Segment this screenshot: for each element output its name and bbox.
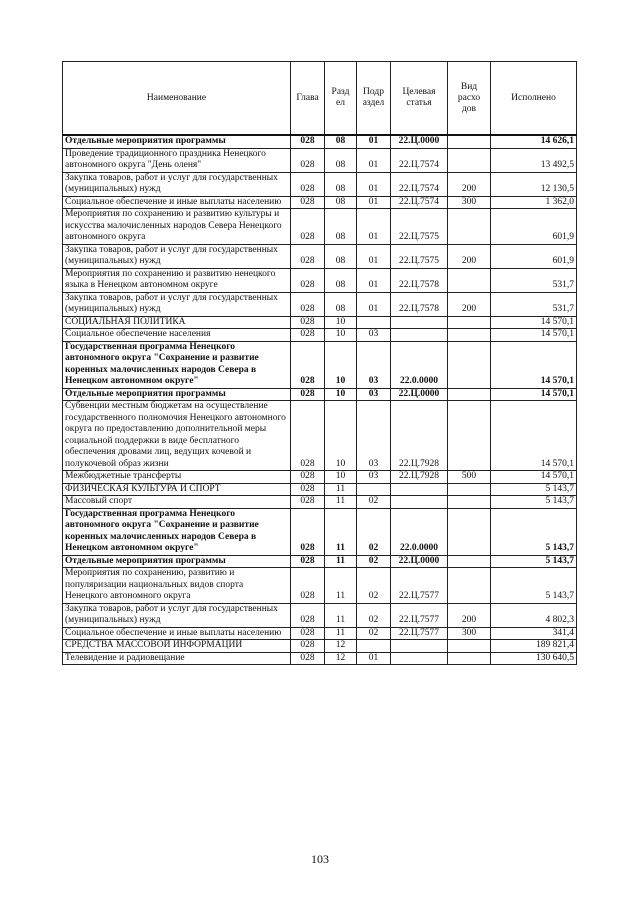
cell-name: Мероприятия по сохранению, развитию и популяризации национальных видов спорта Ненецкого автономного округа — [63, 568, 291, 604]
table-header-row — [63, 62, 577, 136]
cell-chapter: 028 — [291, 341, 325, 388]
cell-name: Закупка товаров, работ и услуг для государственных (муниципальных) нужд — [63, 244, 291, 268]
cell-chapter: 028 — [291, 268, 325, 292]
cell-executed: 13 492,5 — [491, 148, 577, 172]
cell-chapter: 028 — [291, 652, 325, 665]
cell-executed: 531,7 — [491, 292, 577, 316]
cell-expense-type: 300 — [448, 196, 491, 209]
cell-executed: 5 143,7 — [491, 483, 577, 496]
cell-subsection: 01 — [357, 209, 391, 245]
table-body — [63, 135, 577, 665]
page-number: 103 — [311, 852, 329, 866]
cell-subsection: 02 — [357, 627, 391, 640]
cell-subsection: 01 — [357, 244, 391, 268]
cell-subsection: 01 — [357, 292, 391, 316]
table-row — [63, 388, 577, 401]
cell-chapter: 028 — [291, 568, 325, 604]
cell-name: Закупка товаров, работ и услуг для государственных (муниципальных) нужд — [63, 292, 291, 316]
cell-expense-type — [448, 268, 491, 292]
cell-subsection: 01 — [357, 652, 391, 665]
cell-subsection — [357, 483, 391, 496]
cell-target — [391, 640, 448, 653]
cell-executed: 14 570,1 — [491, 471, 577, 484]
cell-section: 11 — [325, 555, 357, 568]
table-row — [63, 196, 577, 209]
cell-subsection: 02 — [357, 568, 391, 604]
cell-subsection: 01 — [357, 172, 391, 196]
cell-expense-type — [448, 148, 491, 172]
cell-name: Телевидение и радиовещание — [63, 652, 291, 665]
table-row — [63, 268, 577, 292]
cell-name: СРЕДСТВА МАССОВОЙ ИНФОРМАЦИИ — [63, 640, 291, 653]
cell-subsection: 03 — [357, 329, 391, 342]
cell-section: 11 — [325, 496, 357, 509]
cell-target: 22.0.0000 — [391, 508, 448, 555]
cell-section: 12 — [325, 652, 357, 665]
cell-subsection: 01 — [357, 196, 391, 209]
table-row — [63, 627, 577, 640]
cell-subsection: 03 — [357, 388, 391, 401]
cell-executed: 341,4 — [491, 627, 577, 640]
cell-name: Социальное обеспечение и иные выплаты населению — [63, 196, 291, 209]
cell-target: 22.Ц.7575 — [391, 209, 448, 245]
cell-executed: 1 362,0 — [491, 196, 577, 209]
header-expense-type: Вид расхо дов — [448, 62, 491, 136]
cell-expense-type: 200 — [448, 244, 491, 268]
cell-chapter: 028 — [291, 627, 325, 640]
cell-executed: 14 570,1 — [491, 316, 577, 329]
cell-expense-type — [448, 329, 491, 342]
cell-subsection: 01 — [357, 268, 391, 292]
cell-name: Мероприятия по сохранению и развитию культуры и искусства малочисленных народов Севера Ненецкого автономного округа — [63, 209, 291, 245]
cell-chapter: 028 — [291, 471, 325, 484]
cell-chapter: 028 — [291, 603, 325, 627]
table-row — [63, 652, 577, 665]
cell-subsection: 03 — [357, 471, 391, 484]
cell-target — [391, 496, 448, 509]
cell-expense-type — [448, 555, 491, 568]
cell-target — [391, 329, 448, 342]
cell-chapter: 028 — [291, 148, 325, 172]
table-row — [63, 135, 577, 148]
table-row — [63, 508, 577, 555]
cell-section: 08 — [325, 135, 357, 148]
cell-chapter: 028 — [291, 508, 325, 555]
cell-subsection: 02 — [357, 555, 391, 568]
cell-section: 11 — [325, 508, 357, 555]
cell-chapter: 028 — [291, 329, 325, 342]
cell-executed: 5 143,7 — [491, 568, 577, 604]
cell-section: 11 — [325, 483, 357, 496]
cell-name: Социальное обеспечение и иные выплаты населению — [63, 627, 291, 640]
cell-chapter: 028 — [291, 401, 325, 471]
cell-executed: 189 821,4 — [491, 640, 577, 653]
cell-chapter: 028 — [291, 640, 325, 653]
cell-subsection: 01 — [357, 148, 391, 172]
cell-section: 10 — [325, 316, 357, 329]
cell-chapter: 028 — [291, 172, 325, 196]
cell-executed: 5 143,7 — [491, 508, 577, 555]
table-row — [63, 316, 577, 329]
cell-target — [391, 316, 448, 329]
cell-target: 22.Ц.7574 — [391, 196, 448, 209]
cell-name: Межбюджетные трансферты — [63, 471, 291, 484]
cell-chapter: 028 — [291, 496, 325, 509]
cell-executed: 14 626,1 — [491, 135, 577, 148]
table-row — [63, 471, 577, 484]
cell-section: 08 — [325, 148, 357, 172]
cell-expense-type — [448, 640, 491, 653]
cell-target: 22.0.0000 — [391, 341, 448, 388]
cell-target — [391, 652, 448, 665]
cell-expense-type — [448, 508, 491, 555]
cell-expense-type — [448, 496, 491, 509]
cell-name: Мероприятия по сохранению и развитию ненецкого языка в Ненецком автономном округе — [63, 268, 291, 292]
cell-target: 22.Ц.7577 — [391, 603, 448, 627]
cell-executed: 130 640,5 — [491, 652, 577, 665]
cell-expense-type — [448, 341, 491, 388]
cell-section: 08 — [325, 244, 357, 268]
cell-executed: 5 143,7 — [491, 496, 577, 509]
cell-section: 10 — [325, 401, 357, 471]
cell-subsection: 03 — [357, 401, 391, 471]
table-row — [63, 603, 577, 627]
table-row — [63, 209, 577, 245]
cell-target: 22.Ц.7574 — [391, 148, 448, 172]
cell-target: 22.Ц.7928 — [391, 401, 448, 471]
cell-expense-type — [448, 135, 491, 148]
cell-name: Проведение традиционного праздника Ненецкого автономного округа "День оленя" — [63, 148, 291, 172]
cell-section: 08 — [325, 209, 357, 245]
cell-expense-type: 300 — [448, 627, 491, 640]
header-executed: Исполнено — [491, 62, 577, 136]
budget-execution-table — [62, 61, 577, 665]
cell-executed: 12 130,5 — [491, 172, 577, 196]
cell-target: 22.Ц.0000 — [391, 135, 448, 148]
cell-expense-type: 500 — [448, 471, 491, 484]
cell-section: 08 — [325, 172, 357, 196]
cell-name: Отдельные мероприятия программы — [63, 135, 291, 148]
cell-target — [391, 483, 448, 496]
table-row — [63, 401, 577, 471]
cell-target: 22.Ц.0000 — [391, 388, 448, 401]
cell-section: 10 — [325, 471, 357, 484]
cell-name: Государственная программа Ненецкого автономного округа "Сохранение и развитие коренных малочисленных народов Севера в Ненецком автономном округе" — [63, 508, 291, 555]
cell-name: Закупка товаров, работ и услуг для государственных (муниципальных) нужд — [63, 172, 291, 196]
table-row — [63, 172, 577, 196]
cell-chapter: 028 — [291, 209, 325, 245]
cell-name: Массовый спорт — [63, 496, 291, 509]
cell-executed: 14 570,1 — [491, 401, 577, 471]
table-row — [63, 341, 577, 388]
table-row — [63, 148, 577, 172]
header-chapter: Глава — [291, 62, 325, 136]
cell-name: СОЦИАЛЬНАЯ ПОЛИТИКА — [63, 316, 291, 329]
table-row — [63, 244, 577, 268]
cell-executed: 5 143,7 — [491, 555, 577, 568]
cell-executed: 601,9 — [491, 244, 577, 268]
cell-subsection: 02 — [357, 603, 391, 627]
header-name: Наименование — [63, 62, 291, 136]
cell-chapter: 028 — [291, 316, 325, 329]
cell-target: 22.Ц.7577 — [391, 568, 448, 604]
cell-name: Социальное обеспечение населения — [63, 329, 291, 342]
cell-section: 11 — [325, 627, 357, 640]
cell-section: 11 — [325, 568, 357, 604]
header-target: Целевая статья — [391, 62, 448, 136]
cell-expense-type: 200 — [448, 603, 491, 627]
cell-executed: 14 570,1 — [491, 341, 577, 388]
cell-subsection: 01 — [357, 135, 391, 148]
cell-section: 10 — [325, 341, 357, 388]
cell-name: Отдельные мероприятия программы — [63, 388, 291, 401]
cell-name: ФИЗИЧЕСКАЯ КУЛЬТУРА И СПОРТ — [63, 483, 291, 496]
table-row — [63, 329, 577, 342]
cell-subsection: 03 — [357, 341, 391, 388]
cell-target: 22.Ц.7578 — [391, 268, 448, 292]
cell-section: 10 — [325, 388, 357, 401]
cell-expense-type — [448, 388, 491, 401]
cell-subsection: 02 — [357, 496, 391, 509]
cell-executed: 4 802,3 — [491, 603, 577, 627]
cell-expense-type: 200 — [448, 172, 491, 196]
cell-executed: 601,9 — [491, 209, 577, 245]
table-row — [63, 292, 577, 316]
cell-expense-type — [448, 316, 491, 329]
cell-chapter: 028 — [291, 196, 325, 209]
cell-expense-type — [448, 652, 491, 665]
cell-chapter: 028 — [291, 388, 325, 401]
cell-subsection: 02 — [357, 508, 391, 555]
cell-section: 08 — [325, 196, 357, 209]
cell-target: 22.Ц.7575 — [391, 244, 448, 268]
table-row — [63, 640, 577, 653]
header-section: Разд ел — [325, 62, 357, 136]
cell-name: Государственная программа Ненецкого автономного округа "Сохранение и развитие коренных малочисленных народов Севера в Ненецком автономном округе" — [63, 341, 291, 388]
cell-chapter: 028 — [291, 244, 325, 268]
cell-expense-type: 200 — [448, 292, 491, 316]
cell-name: Закупка товаров, работ и услуг для государственных (муниципальных) нужд — [63, 603, 291, 627]
cell-subsection — [357, 316, 391, 329]
cell-name: Отдельные мероприятия программы — [63, 555, 291, 568]
table-row — [63, 483, 577, 496]
table-row — [63, 496, 577, 509]
cell-subsection — [357, 640, 391, 653]
cell-target: 22.Ц.0000 — [391, 555, 448, 568]
cell-executed: 14 570,1 — [491, 388, 577, 401]
cell-target: 22.Ц.7928 — [391, 471, 448, 484]
cell-expense-type — [448, 568, 491, 604]
cell-target: 22.Ц.7577 — [391, 627, 448, 640]
cell-section: 08 — [325, 292, 357, 316]
cell-chapter: 028 — [291, 555, 325, 568]
cell-section: 10 — [325, 329, 357, 342]
table-row — [63, 568, 577, 604]
header-subsection: Подр аздел — [357, 62, 391, 136]
cell-target: 22.Ц.7574 — [391, 172, 448, 196]
cell-expense-type — [448, 401, 491, 471]
cell-name: Субвенции местным бюджетам на осуществление государственного полномочия Ненецкого автономного округа по предоставлению дополнительной меры социальной поддержки в виде бесплатного обеспечения дровами лиц, ведущих кочевой и полукочевой образ жизни — [63, 401, 291, 471]
cell-target: 22.Ц.7578 — [391, 292, 448, 316]
table-row — [63, 555, 577, 568]
cell-section: 12 — [325, 640, 357, 653]
cell-section: 11 — [325, 603, 357, 627]
cell-executed: 531,7 — [491, 268, 577, 292]
cell-expense-type — [448, 483, 491, 496]
cell-chapter: 028 — [291, 135, 325, 148]
cell-expense-type — [448, 209, 491, 245]
cell-executed: 14 570,1 — [491, 329, 577, 342]
cell-chapter: 028 — [291, 292, 325, 316]
cell-chapter: 028 — [291, 483, 325, 496]
cell-section: 08 — [325, 268, 357, 292]
